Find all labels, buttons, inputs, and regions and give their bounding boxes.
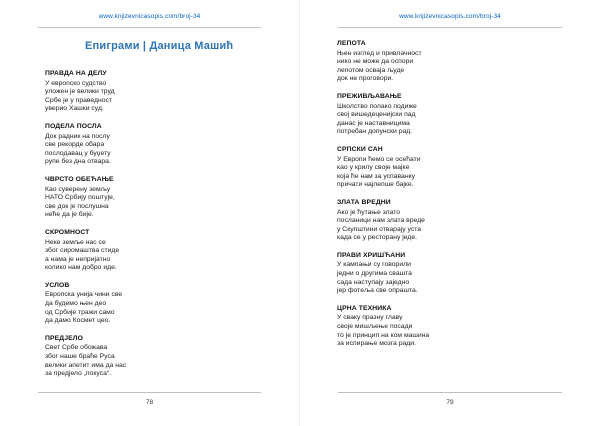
poem-line: Србе је у праведност	[45, 96, 113, 104]
header-rule	[338, 27, 562, 28]
poem-line: то је принцип на ком машина	[337, 331, 430, 339]
poem	[45, 335, 271, 379]
poem-line: рупе без дна отвара.	[45, 158, 111, 166]
poem-line: јер фотеља све опрашта.	[337, 287, 418, 295]
poem	[337, 252, 566, 296]
poem-line: У европско судство	[45, 79, 107, 87]
poem-title: ЛЕПОТА	[337, 40, 366, 47]
poem-line: која ће нам за успаванку	[337, 172, 416, 180]
poem-line: Као суверену земљу	[45, 185, 111, 193]
poem-title: ЦРНА ТЕХНИКА	[337, 304, 392, 312]
poems-column	[337, 40, 566, 349]
header-rule	[38, 27, 261, 28]
poem-line: Неке земље нас се	[45, 238, 106, 246]
poem-title: ПРАВИ ХРИШЋАНИ	[337, 251, 406, 259]
poem	[337, 40, 566, 84]
page-title: Епиграми | Даница Машић	[85, 40, 234, 52]
poem-line: да будемо њен део	[45, 300, 107, 308]
poem-line: НАТО Србију поштује,	[45, 194, 115, 202]
poem-line: због сиромаштва стиде	[45, 247, 120, 255]
poem	[337, 146, 566, 190]
poem-line: велики апетит има да нас	[45, 361, 127, 369]
poem-title: СКРОМНОСТ	[45, 228, 90, 236]
poem	[337, 305, 566, 349]
page-number: 78	[145, 399, 154, 406]
page-content	[45, 40, 271, 388]
poem	[337, 199, 566, 243]
poem-line: неће да је бије.	[45, 211, 94, 219]
poem-title: ПОДЕЛА ПОСЛА	[45, 122, 102, 130]
poems-column	[45, 70, 271, 379]
poem-title: УСЛОВ	[45, 281, 70, 289]
poem-line: послодавац у буџету	[45, 149, 111, 157]
poem-line: због наше браће Руса	[45, 353, 115, 361]
poem	[45, 282, 271, 326]
poem-line: Ако је ћутање злато	[337, 208, 401, 216]
poem-line: посланици нам злата вреде	[337, 217, 425, 225]
footer-rule	[338, 392, 562, 393]
page-right	[300, 0, 600, 426]
poem-line: У сваку празну главу	[337, 314, 403, 322]
poem-title: ПРЕДЈЕЛО	[45, 334, 83, 342]
poem-line: све рекорде обара	[45, 141, 105, 149]
poem-line: за испирање мозга ради.	[337, 340, 416, 348]
poem-title: ЧВРСТО ОБЕЋАЊЕ	[45, 175, 114, 183]
poem-line: за предјело „покуса“.	[45, 370, 112, 378]
poem-line: Европска унија чини све	[45, 291, 123, 299]
poem-line: једни о другима свашта	[337, 270, 412, 278]
poem-line: од Србије тражи само	[45, 308, 115, 316]
poem	[45, 176, 271, 220]
poem-line: Школство полако подиже	[337, 102, 417, 110]
poem-line: као у крилу своје мајке	[337, 164, 410, 172]
poem-line: а нама је непријатно	[45, 255, 111, 263]
poem-line: своје мишљење посади	[337, 323, 413, 331]
poem-line: лепотом осваја људе	[337, 66, 405, 74]
poem-line: свој вишедеценијски пад	[337, 111, 416, 119]
poem-line: нико не може да оспори	[337, 58, 414, 66]
poem-line: колико нам добро иде.	[45, 264, 117, 272]
poem	[45, 229, 271, 273]
page-url-link[interactable]: www.knjizevnicasopis.com/broj-34	[399, 13, 501, 20]
poem-line: причати најлепше бајке.	[337, 181, 414, 189]
poem-line: уложен је велики труд	[45, 88, 115, 96]
poem-line: Њен изглед и привлачност	[337, 49, 422, 57]
poem-line: у Скупштини отварају уста	[337, 225, 422, 233]
poem-line: У кампањи су говорили	[337, 261, 411, 269]
poem-title: ПРЕЖИВЉАВАЊЕ	[337, 92, 402, 100]
poem-line: све док је послушна	[45, 202, 109, 210]
poem-line: данас је наставницима	[337, 119, 410, 127]
poem-title: ЗЛАТА ВРЕДНИ	[337, 198, 391, 206]
poem-title: ПРАВДА НА ДЕЛУ	[45, 70, 107, 77]
footer-rule	[38, 392, 261, 393]
poem	[45, 70, 271, 114]
poem-line: потребан допунски рад.	[337, 128, 413, 136]
poem	[337, 93, 566, 137]
poem-line: У Европи ћемо се осећати	[337, 155, 421, 163]
poem-title: СРПСКИ САН	[337, 145, 383, 153]
page-number: 79	[446, 399, 454, 406]
poem-line: када се у ресторану једе.	[337, 234, 418, 242]
poem-line: док не проговори.	[337, 75, 394, 83]
poem	[45, 123, 271, 167]
page-content	[337, 40, 566, 358]
page-url-link[interactable]: www.knjizevnicasopis.com/broj-34	[98, 13, 201, 20]
poem-line: уверио Хашки суд.	[45, 105, 104, 113]
poem-line: да дамо Космет цео.	[45, 317, 111, 325]
poem-line: Свет Србе обожава	[45, 344, 108, 352]
poem-line: Док радник на послу	[45, 132, 110, 140]
poem-line: сада наступају заједно	[337, 278, 410, 286]
